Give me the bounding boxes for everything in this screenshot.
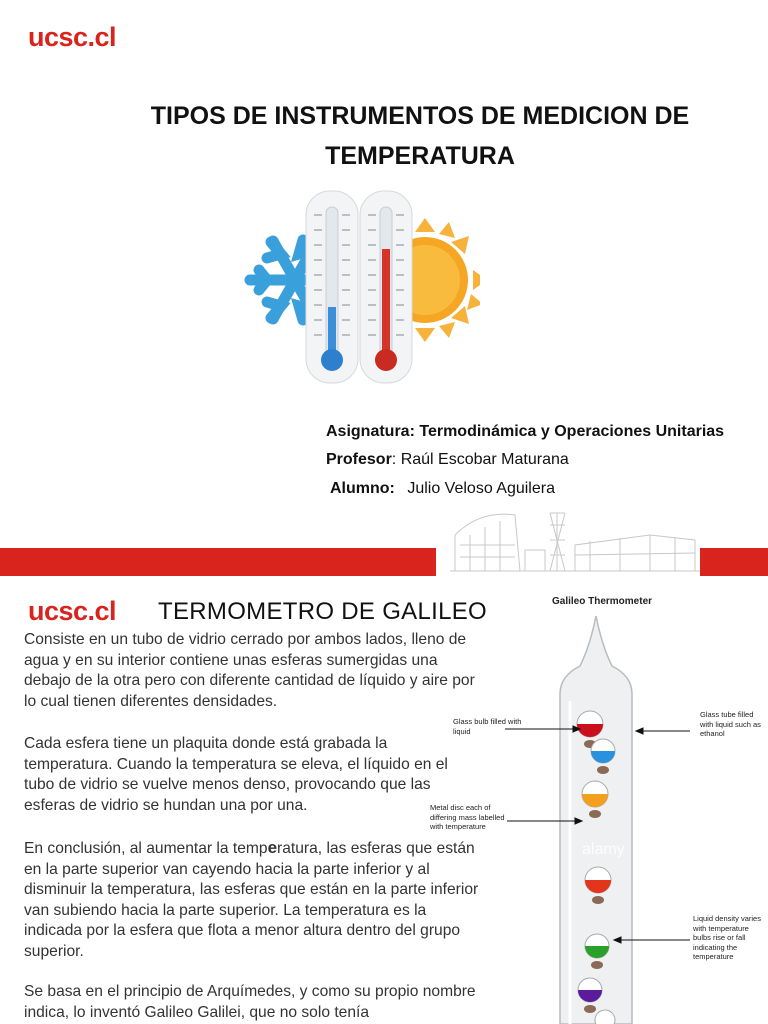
paragraph-1: Consiste en un tubo de vidrio cerrado por ambos lados, lleno de agua y en su interior contiene unas esferas sumergidas una debajo de la otra pero con diferente cantidad de líquido y aire por lo cual tienen diferentes densidades.: [24, 631, 475, 710]
annotation-tube: Glass tube filled with liquid such as ethanol: [700, 710, 761, 738]
alumno-value: Julio Veloso Aguilera: [407, 480, 555, 497]
ucsc-logo: ucsc.cl: [28, 22, 117, 52]
asignatura-label: Asignatura:: [326, 423, 415, 440]
slide-title-line2: TEMPERATURA: [325, 142, 515, 170]
annotation-density: Liquid density varies with temperature bulbs rise or fall indicating the temperature: [693, 914, 761, 961]
thermometer-illustration: [240, 185, 480, 390]
cold-thermometer-icon: [306, 191, 358, 383]
paragraph-3: En conclusión, al aumentar la temperatura, las esferas que están en la parte superior van cayendo hacia la parte inferior y al disminuir la temperatura, las esferas que están en la parte inferior van subiendo hacia la parte superior. La temperatura es la indicada por la esfera que flota a menor altura dentro del grupo superior.: [24, 838, 479, 960]
annotation-disc: Metal disc each of differing mass labelled with temperature: [430, 803, 505, 831]
slide-title: TERMOMETRO DE GALILEO: [158, 598, 488, 625]
hot-thermometer-icon: [360, 191, 412, 383]
slide-title: [130, 96, 710, 176]
profesor-line: [326, 451, 569, 469]
red-band: [0, 548, 768, 576]
slide-title-line1: TIPOS DE INSTRUMENTOS DE MEDICION DE: [150, 102, 690, 130]
profesor-label: Profesor: [326, 451, 392, 468]
alumno-label: Alumno:: [330, 480, 395, 497]
paragraph-2: Cada esfera tiene un plaquita donde está grabada la temperatura. Cuando la temperatura se eleva, el líquido en el tubo de vidrio se vuelve menos denso, provocando que las esferas de vidrio se hundan una por una.: [24, 735, 448, 814]
asignatura-line: [326, 423, 724, 441]
paragraph-4: Se basa en el principio de Arquímedes, y como su propio nombre indica, lo inventó Galileo Galilei, que no solo tenía: [24, 983, 476, 1021]
figure-title: Galileo Thermometer: [552, 596, 653, 607]
galileo-slide: [0, 576, 768, 1024]
alumno-line: [330, 480, 555, 498]
asignatura-value: Termodinámica y Operaciones Unitarias: [419, 423, 725, 440]
annotation-bulb: Glass bulb filled with liquid: [453, 717, 522, 736]
ucsc-logo: ucsc.cl: [28, 596, 117, 626]
watermark: alamy: [582, 841, 625, 858]
profesor-value: : Raúl Escobar Maturana: [391, 451, 569, 468]
